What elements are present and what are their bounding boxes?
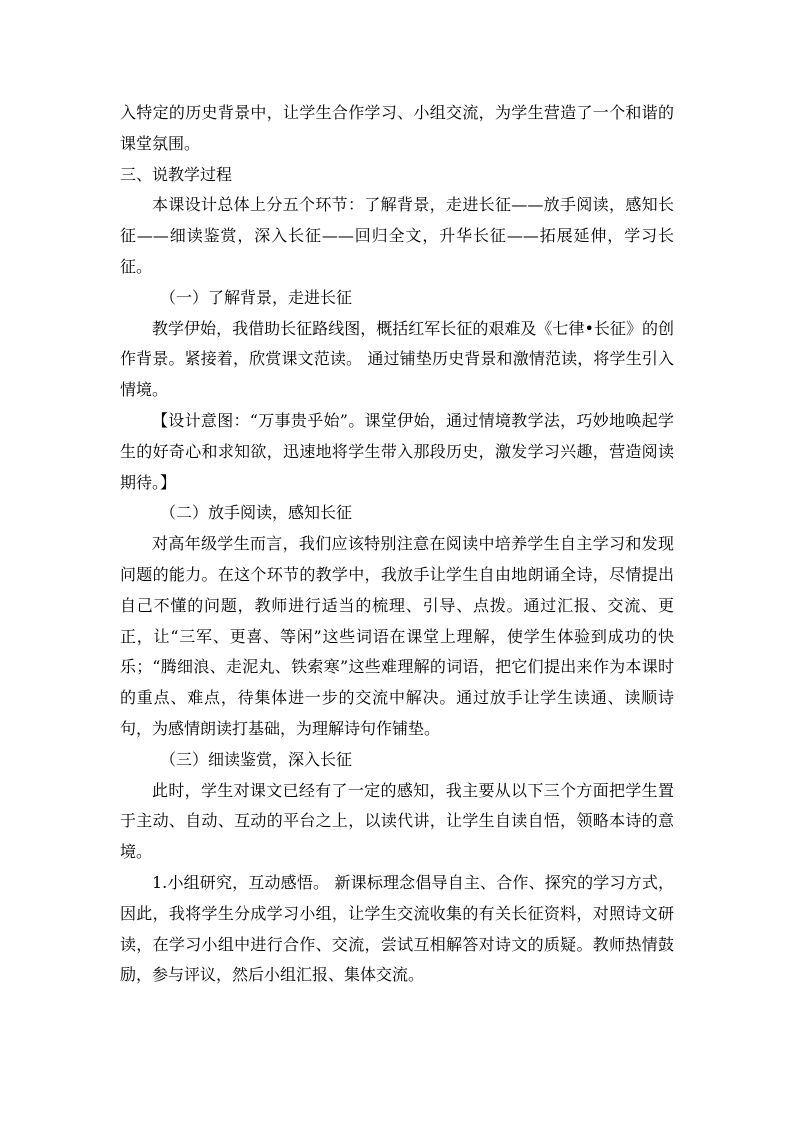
section-heading: 三、说教学过程 xyxy=(120,164,233,184)
sub-heading: （二）放手阅读，感知长征 xyxy=(160,503,353,523)
list-item: 1.小组研究，互动感悟。 新课标理念倡导自主、合作、探究的学习方式，因此，我将学生分成学习小组，让学生交流收集的有关长征资料，对照诗文研读，在学习小组中进行合作、交流，尝试互相解答对诗文的质疑。教师热情鼓励，参与评议，然后小组汇报、集体交流。 xyxy=(120,872,674,985)
body-paragraph: 本课设计总体上分五个环节：了解背景，走进长征——放手阅读，感知长征——细读鉴赏，深入长征——回归全文，升华长征——拓展延伸，学习长征。 xyxy=(120,195,674,276)
sub-heading: （一）了解背景，走进长征 xyxy=(160,287,353,307)
paragraph-continued: 入特定的历史背景中，让学生合作学习、小组交流，为学生营造了一个和谐的课堂氛围。 xyxy=(120,103,674,153)
sub-heading: （三）细读鉴赏，深入长征 xyxy=(160,749,353,769)
design-intent-paragraph: 【设计意图：“万事贵乎始”。课堂伊始，通过情境教学法，巧妙地唤起学生的好奇心和求知欲，迅速地将学生带入那段历史，激发学习兴趣，营造阅读期待。】 xyxy=(120,410,674,492)
body-paragraph: 教学伊始，我借助长征路线图，概括红军长征的艰难及《七律•长征》的创作背景。紧接着，欣赏课文范读。 通过铺垫历史背景和激情范读，将学生引入情境。 xyxy=(120,318,674,400)
body-paragraph: 此时，学生对课文已经有了一定的感知，我主要从以下三个方面把学生置于主动、自动、互动的平台之上，以读代讲，让学生自读自悟，领略本诗的意境。 xyxy=(120,780,674,862)
body-paragraph: 对高年级学生而言，我们应该特别注意在阅读中培养学生自主学习和发现问题的能力。在这个环节的教学中，我放手让学生自由地朗诵全诗，尽情提出自己不懂的问题，教师进行适当的梳理、引导、点拨。通过汇报、交流、更正，让“三军、更喜、等闲”这些词语在课堂上理解，使学生体验到成功的快乐；“腾细浪、走泥丸、铁索寒”这些难理解的词语，把它们提出来作为本课时的重点、难点，待集体进一步的交流中解决。通过放手让学生读通、读顺诗句，为感情朗读打基础，为理解诗句作铺垫。 xyxy=(120,534,674,738)
